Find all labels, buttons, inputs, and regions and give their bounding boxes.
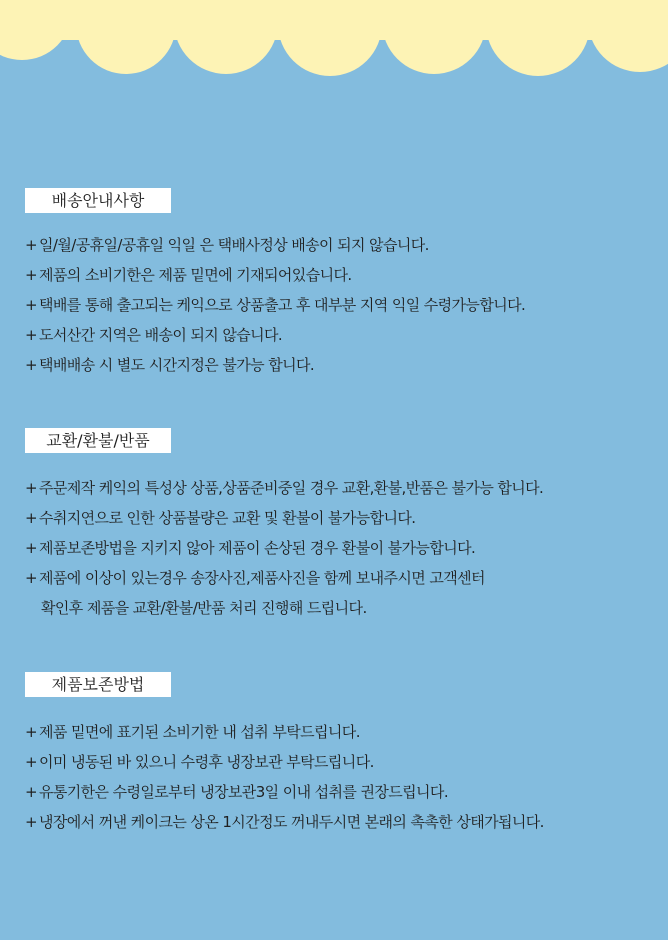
list-item: + 택배를 통해 출고되는 케익으로 상품출고 후 대부분 지역 익일 수령가능합니다.	[25, 296, 526, 314]
list-item: + 이미 냉동된 바 있으니 수령후 냉장보관 부탁드립니다.	[25, 753, 374, 771]
list-item: + 제품의 소비기한은 제품 밑면에 기재되어있습니다.	[25, 266, 352, 284]
list-item: + 냉장에서 꺼낸 케이크는 상온 1시간정도 꺼내두시면 본래의 촉촉한 상태가됩니다.	[25, 813, 544, 831]
list-item: + 유통기한은 수령일로부터 냉장보관3일 이내 섭취를 권장드립니다.	[25, 783, 448, 801]
list-item: + 택배배송 시 별도 시간지정은 불가능 합니다.	[25, 356, 315, 374]
item-list	[25, 473, 543, 623]
list-item: + 제품 밑면에 표기된 소비기한 내 섭취 부탁드립니다.	[25, 723, 360, 741]
list-item-continuation: 확인후 제품을 교환/환불/반품 처리 진행해 드립니다.	[41, 599, 367, 617]
item-list	[25, 717, 544, 837]
list-item: + 도서산간 지역은 배송이 되지 않습니다.	[25, 326, 283, 344]
list-item: + 제품에 이상이 있는경우 송장사진,제품사진을 함께 보내주시면 고객센터 확인후 제품을 교환/환불/반품 처리 진행해 드립니다.	[25, 563, 543, 623]
list-item: + 주문제작 케익의 특성상 상품,상품준비중일 경우 교환,환불,반품은 불가능 합니다.	[25, 479, 544, 497]
section-title: 배송안내사항	[25, 188, 171, 213]
list-item: + 제품보존방법을 지키지 않아 제품이 손상된 경우 환불이 불가능합니다.	[25, 539, 476, 557]
list-item: + 일/월/공휴일/공휴일 익일 은 택배사정상 배송이 되지 않습니다.	[25, 236, 429, 254]
section-title: 교환/환불/반품	[25, 428, 171, 453]
item-list	[25, 230, 525, 380]
list-item: + 수취지연으로 인한 상품불량은 교환 및 환불이 불가능합니다.	[25, 509, 416, 527]
scalloped-cloud-border	[0, 0, 668, 95]
section-title: 제품보존방법	[25, 672, 171, 697]
